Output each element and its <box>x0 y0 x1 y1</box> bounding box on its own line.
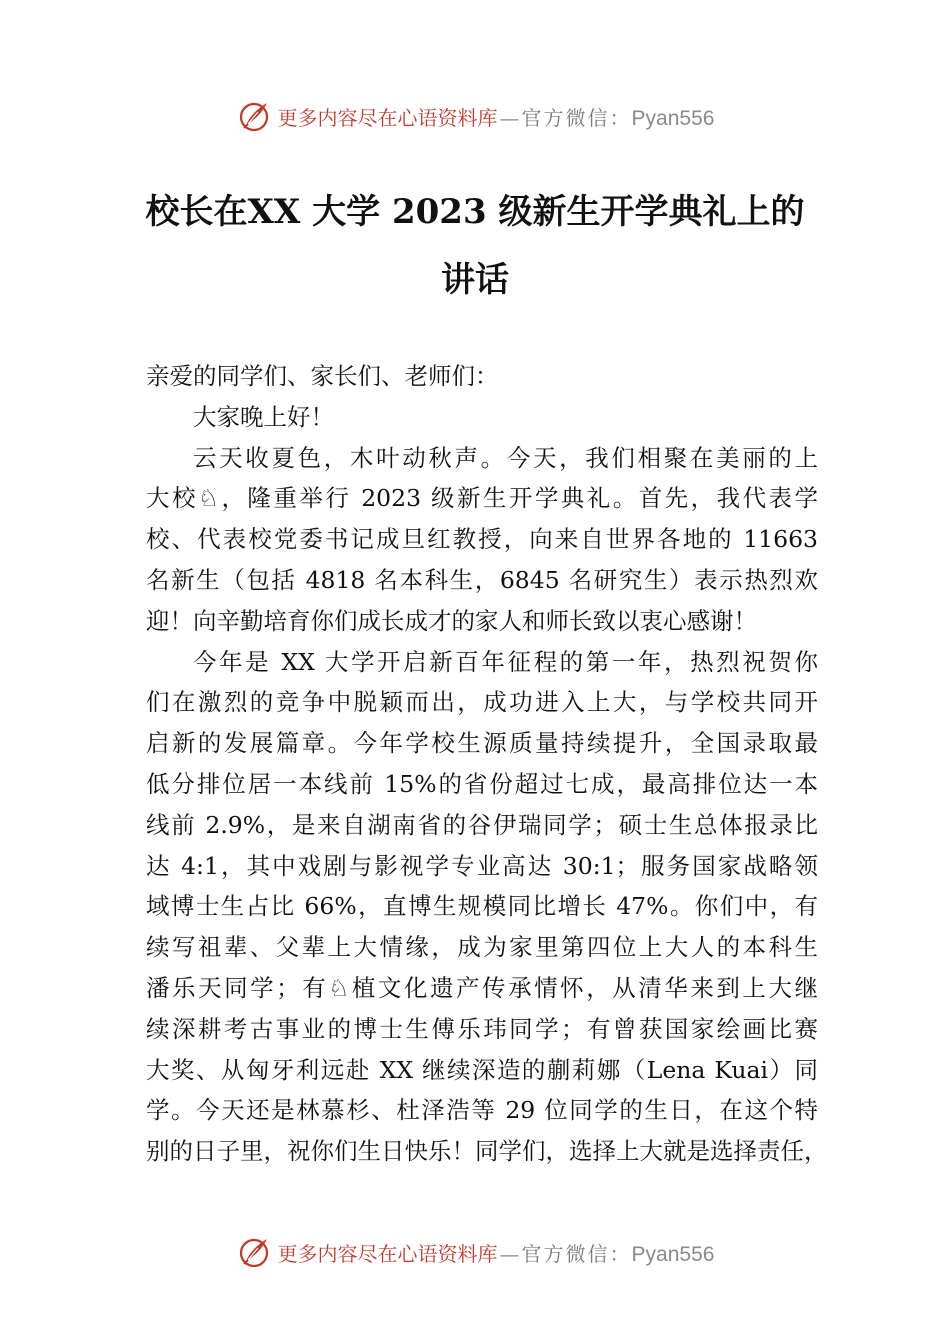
document-title <box>120 178 830 314</box>
salutation <box>146 356 818 397</box>
paragraph-line: 学。今天还是林慕杉、杜泽浩等 29 位同学的生日，在这个特 <box>146 1096 818 1125</box>
paragraph-line: 启新的发展篇章。今年学校生源质量持续提升，全国录取最 <box>146 729 818 758</box>
paragraph-line: 们在激烈的竞争中脱颖而出，成功进入上大，与学校共同开 <box>146 688 818 717</box>
paragraph-line: 别的日子里，祝你们生日快乐！同学们，选择上大就是选择责任， <box>146 1137 828 1166</box>
banner-promo-text: 更多内容尽在心语资料库 <box>277 1241 498 1266</box>
paragraph-line: 续写祖辈、父辈上大情缘，成为家里第四位上大人的本科生 <box>146 933 818 962</box>
banner-text <box>278 102 715 131</box>
paragraph-line: 续深耕考古事业的博士生傅乐玮同学；有曾获国家绘画比赛 <box>146 1014 818 1043</box>
paragraph-line: 迎！向辛勤培育你们成长成才的家人和师长致以衷心感谢！ <box>146 606 757 635</box>
banner-dash: — <box>499 1241 520 1266</box>
paragraph-line: 达 4:1，其中戏剧与影视学专业高达 30:1；服务国家战略领 <box>146 851 818 880</box>
paragraph-line: 大奖、从匈牙利远赴 XX 继续深造的蒯莉娜（Lena Kuai）同 <box>146 1055 818 1084</box>
paragraph-line: 名新生（包括 4818 名本科生，6845 名研究生）表示热烈欢 <box>146 565 818 594</box>
banner-promo-text: 更多内容尽在心语资料库 <box>277 105 498 130</box>
banner-wechat-id: Pyan556 <box>631 1242 715 1266</box>
banner-text <box>278 1238 715 1267</box>
quill-logo-icon <box>236 98 272 134</box>
paragraph-line: 云天收夏色，木叶动秋声。今天，我们相聚在美丽的上 <box>193 443 818 472</box>
salutation-text: 亲爱的同学们、家长们、老师们： <box>146 362 499 390</box>
greeting <box>146 397 818 438</box>
greeting-text: 大家晚上好！ <box>193 402 334 431</box>
banner-wechat-label: 官方微信： <box>521 105 632 130</box>
paragraph-line: 域博士生占比 66%，直博生规模同比增长 47%。你们中，有 <box>146 892 818 921</box>
paragraph-line: 潘乐天同学；有♘植文化遗产传承情怀，从清华来到上大继 <box>146 973 818 1002</box>
paragraph-2 <box>146 642 828 1172</box>
banner-wechat-label: 官方微信： <box>521 1241 632 1266</box>
title-line-1: 校长在XX 大学 2023 级新生开学典礼上的 <box>145 192 805 232</box>
footer-watermark-banner <box>0 1232 950 1272</box>
document-body <box>146 356 828 1172</box>
paragraph-line: 线前 2.9%，是来自湖南省的谷伊瑞同学；硕士生总体报录比 <box>146 810 818 839</box>
title-line-2: 讲话 <box>441 260 509 300</box>
quill-logo-icon <box>236 1234 272 1270</box>
paragraph-line: 今年是 XX 大学开启新百年征程的第一年，热烈祝贺你 <box>193 647 818 676</box>
paragraph-line: 低分排位居一本线前 15%的省份超过七成，最高排位达一本 <box>146 769 818 798</box>
paragraph-1 <box>146 438 818 642</box>
paragraph-line: 校、代表校党委书记成旦红教授，向来自世界各地的 11663 <box>146 525 818 554</box>
banner-dash: — <box>499 105 520 130</box>
banner-wechat-id: Pyan556 <box>631 106 715 130</box>
header-watermark-banner <box>0 96 950 136</box>
paragraph-line: 大校♘，隆重举行 2023 级新生开学典礼。首先，我代表学 <box>146 484 818 513</box>
